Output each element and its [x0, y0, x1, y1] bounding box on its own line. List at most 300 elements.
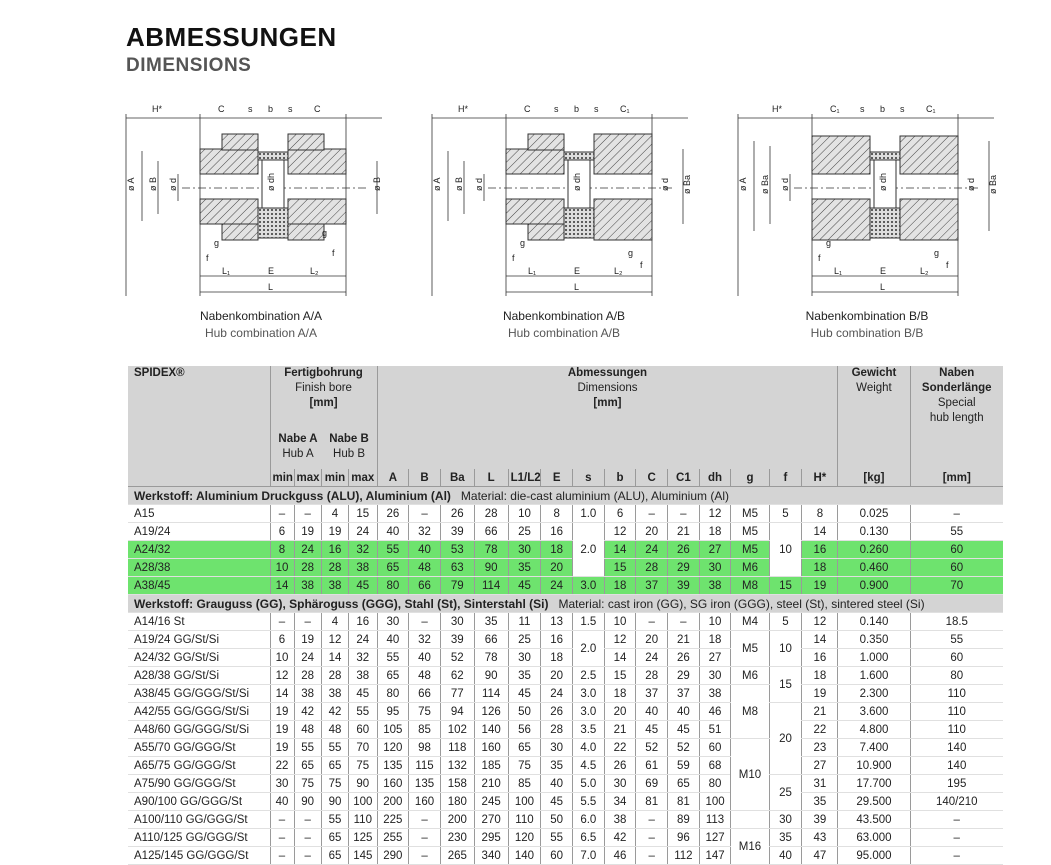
table-cell: 21 [802, 703, 838, 721]
table-cell: 15 [349, 505, 377, 523]
table-cell: 60 [349, 721, 377, 739]
table-cell: 66 [409, 685, 441, 703]
table-cell: M5 [731, 541, 769, 559]
svg-text:L₂: L₂ [920, 266, 929, 276]
table-cell: 120 [508, 829, 541, 847]
table-cell: 52 [440, 649, 474, 667]
table-cell: 14 [802, 523, 838, 541]
table-cell: H* [802, 469, 838, 487]
table-cell: – [636, 811, 668, 829]
table-cell: 18 [699, 631, 731, 649]
table-cell: 29 [668, 667, 700, 685]
table-cell: 19 [321, 523, 348, 541]
table-cell: 48 [294, 721, 321, 739]
table-cell: 19 [802, 577, 838, 595]
table-cell: 115 [409, 757, 441, 775]
table-cell: 32 [349, 649, 377, 667]
svg-text:g: g [628, 248, 634, 258]
table-cell: A24/32 [128, 541, 270, 559]
table-cell: C [636, 469, 668, 487]
table-cell: 5.5 [573, 793, 605, 811]
table-cell: L [474, 469, 508, 487]
table-cell: 59 [668, 757, 700, 775]
table-cell: 38 [294, 685, 321, 703]
table-cell: 48 [321, 721, 348, 739]
table-cell: Werkstoff: Aluminium Druckguss (ALU), Aluminium (Al) Material: die-cast aluminium (ALU), Aluminium (Al) [128, 487, 1003, 505]
table-cell: 160 [377, 775, 409, 793]
table-cell: 17.700 [838, 775, 910, 793]
table-cell: 125 [349, 829, 377, 847]
table-cell: 225 [377, 811, 409, 829]
table-cell: 15 [604, 667, 636, 685]
svg-text:L₂: L₂ [310, 266, 319, 276]
table-row [128, 703, 1003, 721]
table-cell: 295 [474, 829, 508, 847]
table-row [128, 523, 1003, 541]
table-cell: 38 [349, 559, 377, 577]
table-cell: – [294, 847, 321, 865]
table-cell: 85 [508, 775, 541, 793]
table-row [128, 721, 1003, 739]
table-cell: 81 [668, 793, 700, 811]
table-cell: M6 [731, 559, 769, 577]
table-cell: 0.260 [838, 541, 910, 559]
table-cell: [kg] [838, 469, 910, 487]
caption-ab [434, 308, 694, 342]
table-cell: 8 [541, 505, 573, 523]
table-cell: 0.900 [838, 577, 910, 595]
table-cell: 40 [377, 631, 409, 649]
table-cell: 52 [668, 739, 700, 757]
table-cell: 40 [541, 775, 573, 793]
table-cell: 135 [409, 775, 441, 793]
table-row [128, 631, 1003, 649]
table-cell: 6 [604, 505, 636, 523]
table-cell: – [910, 811, 1003, 829]
table-cell: 24 [349, 631, 377, 649]
table-cell: 16 [541, 523, 573, 541]
table-cell: 185 [474, 757, 508, 775]
table-cell: 26 [604, 757, 636, 775]
table-cell: 16 [802, 541, 838, 559]
table-cell: 47 [802, 847, 838, 865]
table-cell: 38 [699, 577, 731, 595]
table-cell: 69 [636, 775, 668, 793]
table-cell: A100/110 GG/GGG/St [128, 811, 270, 829]
table-cell: 26 [440, 505, 474, 523]
svg-text:g: g [826, 238, 832, 248]
table-cell: 12 [604, 523, 636, 541]
table-cell: 55 [321, 739, 348, 757]
caption-de: Nabenkombination B/B [805, 309, 929, 323]
table-cell: 5 [769, 505, 802, 523]
table-cell: 55 [541, 829, 573, 847]
table-cell: Ba [440, 469, 474, 487]
table-cell: 98 [409, 739, 441, 757]
table-cell: M8 [731, 577, 769, 595]
table-cell: A65/75 GG/GGG/St [128, 757, 270, 775]
table-cell: A75/90 GG/GGG/St [128, 775, 270, 793]
table-cell: 265 [440, 847, 474, 865]
table-cell: 14 [321, 649, 348, 667]
svg-text:ø Ba: ø Ba [682, 174, 692, 194]
table-cell: – [270, 811, 294, 829]
table-row [128, 775, 1003, 793]
table-row [128, 739, 1003, 757]
table-cell: 94 [440, 703, 474, 721]
table-cell: 65 [294, 757, 321, 775]
table-cell: 19 [802, 685, 838, 703]
table-row [128, 685, 1003, 703]
table-cell: 10 [769, 523, 802, 577]
table-cell: 32 [409, 631, 441, 649]
table-cell: 11 [508, 613, 541, 631]
table-cell: 1.0 [573, 505, 605, 523]
table-cell: 112 [668, 847, 700, 865]
table-cell: 22 [604, 739, 636, 757]
table-cell: max [349, 469, 377, 487]
table-cell: 19 [270, 721, 294, 739]
table-cell: 20 [769, 703, 802, 775]
table-cell: 21 [604, 721, 636, 739]
table-cell: 3.0 [573, 577, 605, 595]
table-row [128, 613, 1003, 631]
table-cell: 45 [349, 577, 377, 595]
table-cell: 12 [321, 631, 348, 649]
table-cell: 37 [636, 577, 668, 595]
table-cell: 77 [440, 685, 474, 703]
table-row-highlighted [128, 577, 1003, 595]
svg-text:E: E [574, 266, 581, 276]
table-cell: A15 [128, 505, 270, 523]
table-cell: 40 [769, 847, 802, 865]
svg-text:L₂: L₂ [614, 266, 623, 276]
header-dimensions: Abmessungen Dimensions [mm] [377, 366, 838, 469]
table-cell: 1.5 [573, 613, 605, 631]
svg-text:ø Ba: ø Ba [988, 174, 998, 194]
table-cell [731, 811, 769, 829]
table-cell: dh [699, 469, 731, 487]
table-cell: 23 [802, 739, 838, 757]
caption-en: Hub combination A/B [507, 326, 621, 340]
table-cell: 1.000 [838, 649, 910, 667]
table-cell: 290 [377, 847, 409, 865]
table-cell: 38 [294, 577, 321, 595]
table-cell: 113 [699, 811, 731, 829]
table-cell: 126 [474, 703, 508, 721]
table-cell: 30 [604, 775, 636, 793]
table-cell: 132 [440, 757, 474, 775]
table-cell: 127 [699, 829, 731, 847]
table-cell: 37 [668, 685, 700, 703]
table-cell: 75 [349, 757, 377, 775]
table-cell: 10 [508, 505, 541, 523]
table-cell: 70 [349, 739, 377, 757]
table-cell: – [270, 613, 294, 631]
table-cell: 28 [321, 667, 348, 685]
svg-text:s: s [594, 104, 599, 114]
table-cell: 24 [349, 523, 377, 541]
svg-text:ø B: ø B [148, 176, 158, 191]
table-cell: – [270, 505, 294, 523]
table-cell: 22 [270, 757, 294, 775]
table-cell: 18 [604, 577, 636, 595]
table-cell: 60 [910, 541, 1003, 559]
table-cell: 70 [910, 577, 1003, 595]
table-cell: 2.0 [573, 523, 605, 577]
table-cell: 38 [604, 811, 636, 829]
table-cell: 140/210 [910, 793, 1003, 811]
table-cell: 30 [541, 739, 573, 757]
table-cell: 35 [802, 793, 838, 811]
table-cell: 340 [474, 847, 508, 865]
table-cell: – [270, 829, 294, 847]
table-row [128, 829, 1003, 847]
table-cell: 140 [910, 739, 1003, 757]
table-cell: 80 [377, 577, 409, 595]
table-cell: 66 [474, 523, 508, 541]
label-h: H* [152, 104, 163, 114]
table-row [128, 505, 1003, 523]
table-cell: 180 [440, 793, 474, 811]
table-cell: 10 [769, 631, 802, 667]
table-cell: M5 [731, 523, 769, 541]
table-cell: 10 [604, 613, 636, 631]
table-cell: 29 [668, 559, 700, 577]
table-cell: 14 [270, 685, 294, 703]
table-cell: b [604, 469, 636, 487]
table-cell: C1 [668, 469, 700, 487]
table-cell: 14 [270, 577, 294, 595]
table-cell: 38 [321, 685, 348, 703]
table-cell: 89 [668, 811, 700, 829]
table-cell: 40 [270, 793, 294, 811]
svg-text:ø Ba: ø Ba [760, 174, 770, 194]
table-cell: 55 [294, 739, 321, 757]
header-special: Naben Sonderlänge Special hub length [910, 366, 1003, 469]
drawing-aa [122, 96, 392, 301]
table-cell: – [910, 847, 1003, 865]
table-cell: min [321, 469, 348, 487]
svg-text:s: s [248, 104, 253, 114]
table-row [128, 649, 1003, 667]
table-cell: L1/L2 [508, 469, 541, 487]
table-cell: M6 [731, 667, 769, 685]
table-cell: 20 [636, 523, 668, 541]
svg-text:C₁: C₁ [926, 104, 936, 114]
table-cell: A28/38 [128, 559, 270, 577]
svg-text:E: E [268, 266, 275, 276]
table-cell: 10 [699, 613, 731, 631]
svg-text:H*: H* [772, 104, 783, 114]
table-cell: – [294, 829, 321, 847]
table-cell: M5 [731, 631, 769, 667]
table-cell: 28 [294, 559, 321, 577]
table-cell: 40 [636, 703, 668, 721]
table-cell: 95 [377, 703, 409, 721]
table-cell: 35 [508, 667, 541, 685]
svg-text:H*: H* [458, 104, 469, 114]
table-cell: 25 [508, 631, 541, 649]
svg-text:C₁: C₁ [830, 104, 840, 114]
table-cell [128, 469, 270, 487]
table-cell: 20 [541, 559, 573, 577]
table-cell: M8 [731, 685, 769, 739]
table-cell: 28 [636, 667, 668, 685]
table-cell: 61 [636, 757, 668, 775]
table-cell: 135 [377, 757, 409, 775]
table-cell: 42 [321, 703, 348, 721]
table-cell: – [910, 829, 1003, 847]
table-cell: 114 [474, 685, 508, 703]
section-steel [128, 595, 1003, 613]
table-cell: 55 [349, 703, 377, 721]
table-cell: 48 [409, 559, 441, 577]
table-cell: 0.130 [838, 523, 910, 541]
table-row [128, 757, 1003, 775]
svg-text:L: L [880, 282, 886, 292]
table-cell: 110 [349, 811, 377, 829]
table-cell: 27 [802, 757, 838, 775]
table-cell: – [636, 829, 668, 847]
table-cell: – [294, 811, 321, 829]
table-cell: 80 [377, 685, 409, 703]
table-cell: 0.460 [838, 559, 910, 577]
table-cell: 48 [409, 667, 441, 685]
table-cell: 66 [474, 631, 508, 649]
table-cell: M4 [731, 613, 769, 631]
table-cell: 65 [321, 757, 348, 775]
svg-text:L₁: L₁ [834, 266, 843, 276]
table-cell: 114 [474, 577, 508, 595]
table-cell: 35 [769, 829, 802, 847]
table-cell: 80 [699, 775, 731, 793]
table-cell: A55/70 GG/GGG/St [128, 739, 270, 757]
table-cell: 4 [321, 613, 348, 631]
table-cell: 26 [377, 505, 409, 523]
svg-text:L₁: L₁ [222, 266, 231, 276]
table-cell: 30 [377, 613, 409, 631]
table-cell: A [377, 469, 409, 487]
table-cell: 32 [349, 541, 377, 559]
svg-text:ø A: ø A [738, 177, 748, 191]
table-cell: 10 [270, 649, 294, 667]
table-cell: 60 [541, 847, 573, 865]
table-cell: s [573, 469, 605, 487]
table-cell: 30 [699, 667, 731, 685]
table-cell: 43 [802, 829, 838, 847]
table-cell: 65 [321, 847, 348, 865]
svg-text:ø dh: ø dh [266, 172, 276, 191]
table-cell: 12 [604, 631, 636, 649]
table-cell: – [409, 829, 441, 847]
table-cell: 75 [321, 775, 348, 793]
svg-text:b: b [574, 104, 580, 114]
table-cell: 0.140 [838, 613, 910, 631]
table-cell: 85 [409, 721, 441, 739]
table-cell: 32 [409, 523, 441, 541]
table-cell: A42/55 GG/GGG/St/Si [128, 703, 270, 721]
table-cell: 18 [541, 649, 573, 667]
table-cell: 24 [294, 649, 321, 667]
table-cell: 19 [270, 703, 294, 721]
table-cell: 24 [294, 541, 321, 559]
table-cell: – [636, 613, 668, 631]
table-cell: 245 [474, 793, 508, 811]
table-cell: 15 [769, 577, 802, 595]
table-cell: 28 [321, 559, 348, 577]
table-cell: 62 [440, 667, 474, 685]
table-cell: 4.5 [573, 757, 605, 775]
table-cell: E [541, 469, 573, 487]
table-cell: 18 [699, 523, 731, 541]
table-cell: 2.300 [838, 685, 910, 703]
table-cell: 65 [508, 739, 541, 757]
table-cell: 40 [409, 541, 441, 559]
table-cell: 28 [636, 559, 668, 577]
table-cell: 0.025 [838, 505, 910, 523]
table-cell: 195 [910, 775, 1003, 793]
table-cell: – [668, 505, 700, 523]
table-cell: 10 [270, 559, 294, 577]
svg-text:ø d: ø d [168, 177, 178, 191]
table-cell: 90 [321, 793, 348, 811]
table-cell: 160 [474, 739, 508, 757]
table-cell: 96 [668, 829, 700, 847]
table-cell: 18.5 [910, 613, 1003, 631]
table-cell: 66 [409, 577, 441, 595]
svg-text:C: C [524, 104, 531, 114]
label-c-left: C [218, 104, 225, 114]
svg-text:ø B: ø B [372, 176, 382, 191]
table-cell: 4 [321, 505, 348, 523]
table-cell: 26 [541, 703, 573, 721]
caption-de: Nabenkombination A/A [199, 309, 323, 323]
table-cell: 100 [508, 793, 541, 811]
table-cell: 15 [604, 559, 636, 577]
table-cell: 13 [541, 613, 573, 631]
table-cell: 39 [440, 523, 474, 541]
table-cell: min [270, 469, 294, 487]
table-cell: 90 [294, 793, 321, 811]
table-cell: 6 [270, 523, 294, 541]
table-cell: 60 [910, 649, 1003, 667]
table-cell: [mm] [910, 469, 1003, 487]
table-cell: 38 [699, 685, 731, 703]
table-cell: 80 [910, 667, 1003, 685]
table-cell: 6.5 [573, 829, 605, 847]
table-cell: 15 [769, 667, 802, 703]
svg-text:ø d: ø d [660, 177, 670, 191]
table-cell: 14 [604, 649, 636, 667]
table-cell: 140 [910, 757, 1003, 775]
svg-text:f: f [512, 253, 515, 263]
table-cell: 100 [349, 793, 377, 811]
table-row [128, 793, 1003, 811]
table-cell: 102 [440, 721, 474, 739]
caption-aa [131, 308, 391, 342]
table-cell: 4.0 [573, 739, 605, 757]
caption-bb [737, 308, 997, 342]
table-cell: 65 [668, 775, 700, 793]
table-cell: 8 [802, 505, 838, 523]
table-cell: 45 [508, 685, 541, 703]
table-cell: 14 [802, 631, 838, 649]
table-cell: 16 [802, 649, 838, 667]
table-cell: 43.500 [838, 811, 910, 829]
table-cell: 55 [377, 649, 409, 667]
table-row [128, 847, 1003, 865]
